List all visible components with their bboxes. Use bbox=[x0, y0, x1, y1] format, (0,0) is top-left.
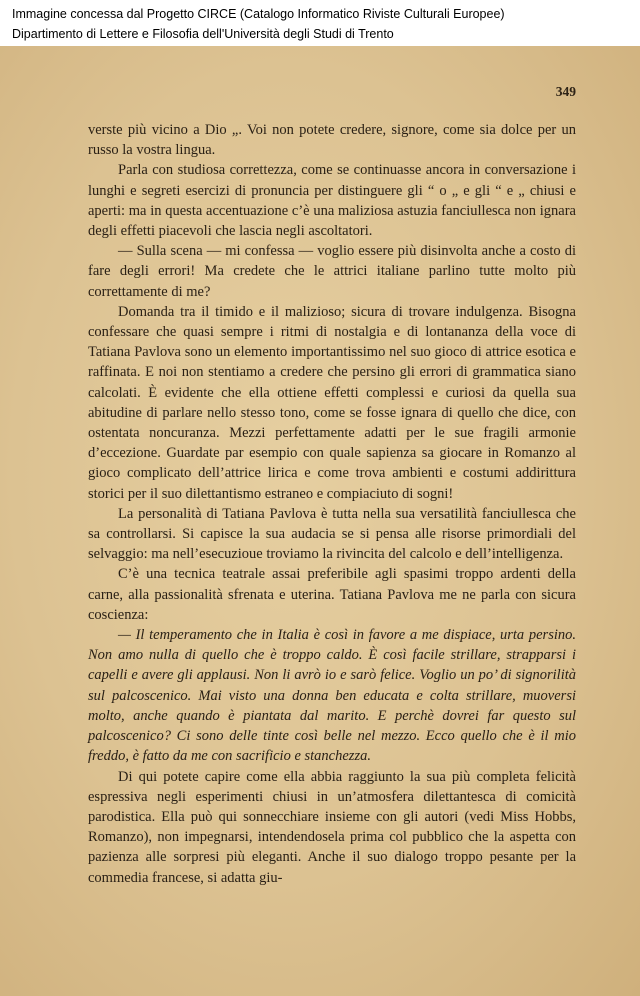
source-banner bbox=[0, 0, 640, 46]
paragraph-4: Domanda tra il timido e il malizioso; sicura di trovare indulgenza. Bisogna confessare che quasi sempre i ritmi di nostalgia e di lontananza della voce di Tatiana Pavlova sono un elemento importantissimo nel suo gioco di attrice esotica e raffinata. E noi non stentiamo a credere che persino gli errori di grammatica siano calcolati. È evidente che ella ottiene effetti complessi e curiosi da quella sua abitudine di parlare nello stesso tono, come se fosse ignara di quello che dice, con ostentata noncuranza. Mezzi perfettamente adatti per le sue fragili armonie d’eccezione. Guardate par esempio con quale sapienza sa giocare in Romanzo al gioco complicato dell’attrice lirica e come trova ambienti e costumi addirittura storici per il suo dilettantismo estraneo e compiaciuto di sogni! bbox=[88, 303, 576, 502]
paragraph-5: La personalità di Tatiana Pavlova è tutta nella sua versatilità fanciullesca che sa controllarsi. Si capisce la sua audacia se si pensa alle risorse primordiali del selvaggio: ma nell’esecuzioue troviamo la rivincita del calcolo e dell’intelligenza. bbox=[88, 505, 576, 563]
paragraph-3: — Sulla scena — mi confessa — voglio essere più disinvolta anche a costo di fare degli errori! Ma credete che le attrici italiane parlino tutte molto più correttamente di me? bbox=[88, 243, 576, 300]
banner-line-1: Immagine concessa dal Progetto CIRCE (Catalogo Informatico Riviste Culturali Europee) bbox=[12, 7, 505, 21]
paragraph-6: C’è una tecnica teatrale assai preferibile agli spasimi troppo ardenti della carne, alla passionalità sfrenata e uterina. Tatiana Pavlova me ne parla con sicura coscienza: bbox=[88, 566, 576, 623]
body-text bbox=[88, 120, 576, 888]
scanned-page bbox=[0, 46, 640, 996]
paragraph-1: verste più vicino a Dio „. Voi non potete credere, signore, come sia dolce per un russo la vostra lingua. bbox=[88, 122, 576, 159]
paragraph-8: Di qui potete capire come ella abbia raggiunto la sua più completa felicità espressiva negli esperimenti chiusi in un’atmosfera dilettantesca di comicità parodistica. Ella può qui sonnecchiare insieme con gli autori (vedi Miss Hobbs, Romanzo), non impegnarsi, intendendosela prima col pubblico che la aspetta con pazienza alle sorpresi più eleganti. Anche il suo dialogo troppo pesante per la commedia francese, si adatta giu- bbox=[88, 768, 576, 886]
banner-line-2: Dipartimento di Lettere e Filosofia dell'Università degli Studi di Trento bbox=[12, 27, 394, 41]
paragraph-2: Parla con studiosa correttezza, come se continuasse ancora in conversazione i lunghi e segreti esercizi di pronuncia per distinguere gli “ o „ e gli “ e „ chiusi e aperti: ma in questa accentuazione c’è una maliziosa astuzia fanciullesca non ignara degli effetti piacevoli che lascia negli ascoltatori. bbox=[88, 162, 576, 240]
page-number: 349 bbox=[555, 84, 576, 99]
quote-paragraph: — Il temperamento che in Italia è così in favore a me dispiace, urta persino. Non amo nulla di quello che è troppo caldo. È così facile strillare, strapparsi i capelli e avere gli applausi. Non li avrò io e sarò felice. Voglio un po’ di signorilità sul palcoscenico. Mai visto una donna ben educata e colta strillare, muoversi molto, anche quando è piantata dal marito. E perchè dovrei far questo sul palcoscenico? Ci sono delle tinte così belle nel mezzo. Ecco quello che è il mio freddo, è fatto da me con sacrificio e stanchezza. bbox=[88, 627, 576, 765]
